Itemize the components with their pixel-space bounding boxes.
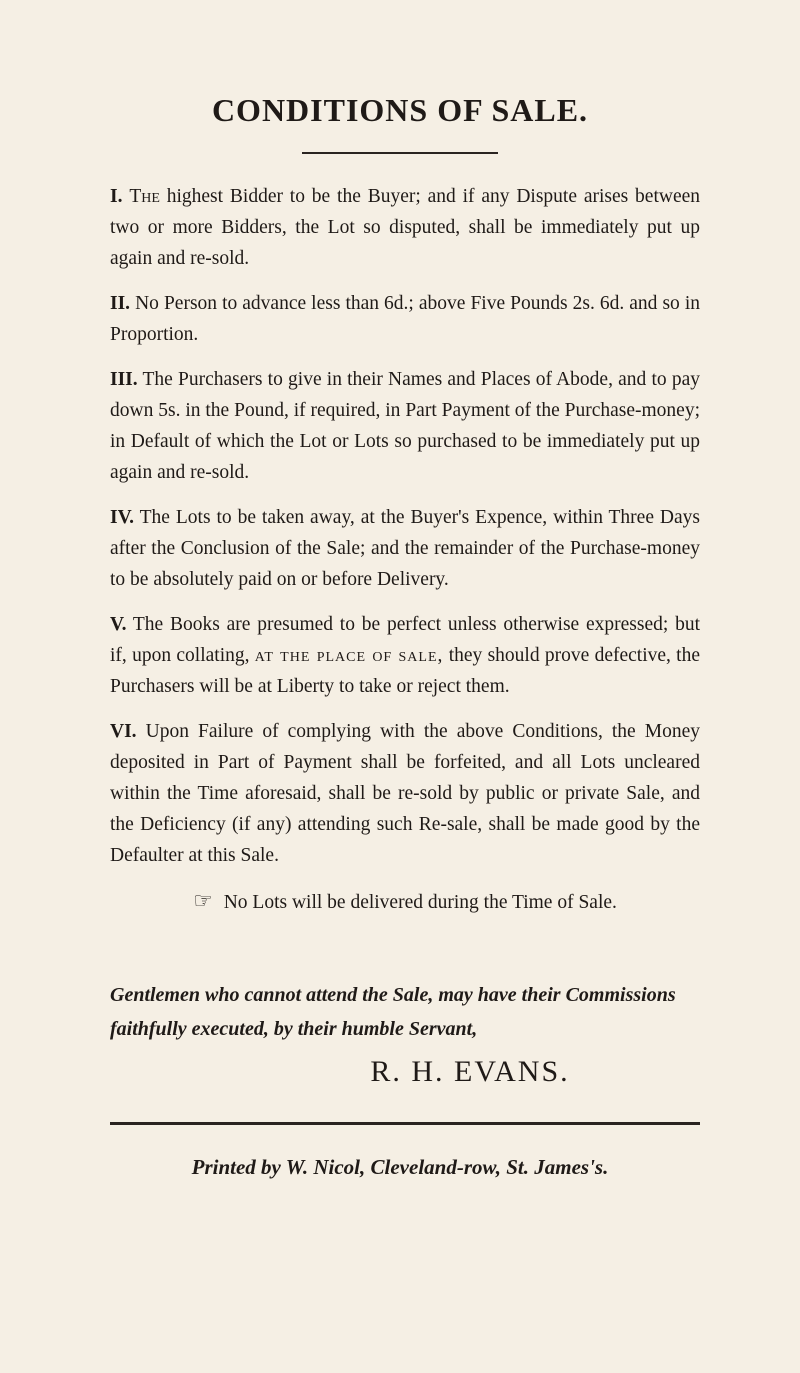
condition-2-text: No Person to advance less than 6d.; above Five Pounds 2s. 6d. and so in Proportion. [110,293,700,345]
condition-2-numeral: II. [110,293,131,314]
condition-4-text: The Lots to be taken away, at the Buyer's Expence, within Three Days after the Conclusion of the Sale; and the remainder of the Purchase-money to be absolutely paid on or before Delivery. [110,507,700,590]
condition-6-text: Upon Failure of complying with the above Conditions, the Money deposited in Part of Payment shall be forfeited, and all Lots uncleared within the Time aforesaid, shall be re-sold by public or private Sale, and the Deficiency (if any) attending such Re-sale, shall be made good by the Defaulter at this Sale. [110,721,701,866]
printer-imprint: Printed by W. Nicol, Cleveland-row, St. James's. [191,1155,609,1179]
condition-6 [110,716,700,871]
condition-3-numeral: III. [110,369,138,390]
conditions-list [110,181,700,918]
delivery-notice-text: No Lots will be delivered during the Time of Sale. [223,892,617,913]
condition-5 [110,609,700,702]
commission-note: Gentlemen who cannot attend the Sale, may have their Commissions faithfully executed, by their humble Servant, [110,984,676,1040]
condition-5-small-caps: at the place of sale, [254,645,444,666]
condition-5-text-before: The Books are presumed to be perfect unless otherwise expressed; but if, upon collating, [110,614,700,666]
auctioneer-signature: R. H. EVANS. [370,1055,570,1088]
condition-1-lead: The [129,186,160,207]
condition-5-numeral: V. [110,614,127,635]
condition-2 [110,288,700,350]
delivery-notice [110,885,700,918]
condition-6-numeral: VI. [110,721,137,742]
condition-3-text: The Purchasers to give in their Names and Places of Abode, and to pay down 5s. in the Pound, if required, in Part Payment of the Purchase-money; in Default of which the Lot or Lots so purchased to be immediately put up again and re-sold. [110,369,700,483]
pointing-hand-icon: ☞ [193,888,213,913]
condition-4 [110,502,700,595]
condition-5-text-after: they should prove defective, the Purchasers will be at Liberty to take or reject them. [110,645,701,697]
condition-1-numeral: I. [110,186,123,207]
title-divider [302,152,498,154]
condition-3 [110,364,700,488]
footer-divider [110,1122,700,1125]
condition-4-numeral: IV. [110,507,135,528]
condition-1-text: highest Bidder to be the Buyer; and if any Dispute arises between two or more Bidders, the Lot so disputed, shall be immediately put up again and re-sold. [110,186,701,269]
condition-1 [110,181,700,274]
page-title: CONDITIONS OF SALE. [211,92,589,128]
